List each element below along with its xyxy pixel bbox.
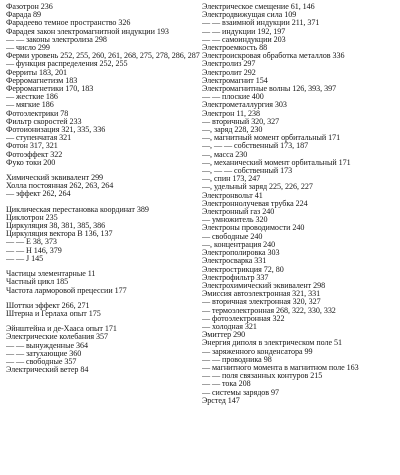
- index-right-entry: Электронвольт 41: [202, 190, 263, 200]
- index-left-entry: — — свободные 357: [6, 356, 77, 366]
- index-right-entry: Электроны проводимости 240: [202, 223, 305, 233]
- index-left-entry: Фазотрон 236: [6, 3, 53, 11]
- index-right-entry: —, — — собственный 173: [202, 166, 293, 176]
- index-right-entry: — магнитного момента в магнитном поле 163: [202, 362, 359, 372]
- index-column-right: [202, 3, 396, 475]
- index-right-entry: — вторичный 320, 327: [202, 116, 280, 126]
- index-right-entry: — — индукции 192, 197: [202, 26, 286, 36]
- index-left-entry: — число 299: [6, 43, 50, 53]
- index-left-entry: — ступенчатая 321: [6, 133, 72, 143]
- index-right-entry: Электрометаллургия 303: [202, 100, 287, 110]
- index-left-entry: Циркуляция 38, 381, 385, 386: [6, 221, 106, 231]
- index-right-entry: — системы зарядов 97: [202, 387, 280, 397]
- index-left-entry: Электрические колебания 357: [6, 332, 109, 342]
- index-left-entry: Циклическая перестановка координат 389: [6, 204, 149, 214]
- index-left-entry: Шоттки эффект 266, 271: [6, 300, 90, 310]
- index-left-entry: — — E 38, 373: [6, 237, 57, 247]
- index-left-entry: Ферромагнетики 170, 183: [6, 84, 94, 94]
- index-left-entry: — мягкие 186: [6, 100, 54, 110]
- index-right-entry: — холодная 321: [202, 321, 257, 331]
- index-right-entry: —, магнитный момент орбитальный 171: [202, 133, 341, 143]
- index-right-entry: Эмиссия автоэлектронная 321, 331: [202, 289, 321, 299]
- index-left-entry: Электрический ветер 84: [6, 365, 89, 375]
- index-left-entry: Частный цикл 185: [6, 277, 69, 287]
- index-right-entry: Эмиттер 290: [202, 330, 246, 340]
- index-left-entry: — — H 146, 379: [6, 245, 62, 255]
- index-left-entry: — — вынужденные 364: [6, 340, 88, 350]
- index-right-entry: Электроннолучевая трубка 224: [202, 198, 308, 208]
- index-right-entry: Энергия диполя в электрическом поле 51: [202, 338, 342, 348]
- index-left-entry: Холла постоянная 262, 263, 264: [6, 181, 114, 191]
- index-right-entry: — свободные 240: [202, 231, 263, 241]
- index-left-entry: Фарада 89: [6, 10, 42, 20]
- index-left-entry: — эффект 262, 264: [6, 189, 71, 199]
- index-left-entry: Фарадея закон электромагнитной индукции 193: [6, 26, 169, 36]
- index-left-entry: Фотоионизация 321, 335, 336: [6, 125, 106, 135]
- index-left-entry: — жесткие 186: [6, 92, 58, 102]
- index-left-entry: Фарадеево темное пространство 326: [6, 18, 131, 28]
- index-left-entry: — — затухающие 360: [6, 348, 82, 358]
- index-left-entry: Ферриты 183, 201: [6, 67, 67, 77]
- index-left-entry: Циклотрон 235: [6, 212, 58, 222]
- index-right-entry: —, спин 173, 247: [202, 174, 261, 184]
- index-left-entry: Фуко токи 200: [6, 157, 56, 167]
- index-right-entry: Электрохимический эквивалент 298: [202, 280, 326, 290]
- index-left-entry: Циркуляция вектора B 136, 137: [6, 229, 113, 239]
- index-right-entry: —, механический момент орбитальный 171: [202, 157, 351, 167]
- index-right-entry: Электродвижущая сила 109: [202, 10, 297, 20]
- index-right-entry: — заряженного конденсатора 99: [202, 346, 313, 356]
- index-left-entry: — — J 145: [6, 253, 44, 263]
- index-right-entry: Электронный газ 240: [202, 207, 275, 217]
- index-right-entry: — — проводника 98: [202, 354, 272, 364]
- index-left-entry: Ферромагнетизм 183: [6, 75, 78, 85]
- index-right-entry: Электрополировка 303: [202, 248, 280, 258]
- index-right-entry: Электрофильтр 337: [202, 272, 269, 282]
- index-right-entry: — — плоские 400: [202, 92, 264, 102]
- index-right-entry: —, заряд 228, 230: [202, 125, 263, 135]
- index-right-entry: — умножитель 320: [202, 215, 268, 225]
- index-left-entry: Фотоэлектрики 78: [6, 108, 69, 118]
- index-right-entry: —, масса 230: [202, 149, 248, 159]
- index-left-entry: Фотоэффект 322: [6, 149, 63, 159]
- index-right-entry: Электроемкость 88: [202, 43, 268, 53]
- index-right-entry: — термоэлектронная 268, 322, 330, 332: [202, 305, 336, 315]
- index-right-entry: Электромагнит 154: [202, 75, 268, 85]
- index-right-entry: Электромагнитные волны 126, 393, 397: [202, 84, 337, 94]
- index-right-entry: Эрстед 147: [202, 395, 240, 405]
- index-right-entry: —, удельный заряд 225, 226, 227: [202, 182, 313, 192]
- index-right-entry: Электролиз 297: [202, 59, 256, 69]
- index-right-entry: — — тока 208: [202, 379, 251, 389]
- index-right-entry: Электрическое смещение 61, 146: [202, 3, 315, 11]
- index-right-entry: Электроискровая обработка металлов 336: [202, 51, 345, 61]
- index-right-entry: — — взаимной индукции 211, 371: [202, 18, 320, 28]
- index-right-entry: Электрострикция 72, 80: [202, 264, 284, 274]
- index-left-entry: Фильтр скоростей 233: [6, 116, 82, 126]
- index-left-entry: — — законы электролиза 298: [6, 34, 107, 44]
- index-right-entry: — вторичная электронная 320, 327: [202, 297, 321, 307]
- index-left-entry: Ферми уровень 252, 255, 260, 261, 268, 275, 278, 286, 287: [6, 51, 200, 61]
- index-right-entry: —, — — собственный 173, 187: [202, 141, 309, 151]
- index-right-entry: Электрон 11, 238: [202, 108, 260, 118]
- index-left-entry: Эйнштейна и де-Хааса опыт 171: [6, 324, 117, 334]
- index-right-entry: —, концентрация 240: [202, 239, 276, 249]
- index-left-entry: Штерна и Герлаха опыт 175: [6, 308, 101, 318]
- index-left-entry: Фотон 317, 321: [6, 141, 58, 151]
- index-left-entry: Химический эквивалент 299: [6, 173, 104, 183]
- index-left-entry: — функция распределения 252, 255: [6, 59, 128, 69]
- index-right-entry: — фотоэлектронная 322: [202, 313, 285, 323]
- index-right-entry: — — поля связанных контуров 215: [202, 371, 323, 381]
- index-column-left: [6, 3, 200, 475]
- index-left-entry: Частота ларморовой прецессии 177: [6, 285, 127, 295]
- index-right-entry: Электролит 292: [202, 67, 256, 77]
- index-right-entry: Электросварка 331: [202, 256, 267, 266]
- index-left-entry: Частицы элементарные 11: [6, 269, 96, 279]
- index-right-entry: — — самоиндукции 203: [202, 34, 286, 44]
